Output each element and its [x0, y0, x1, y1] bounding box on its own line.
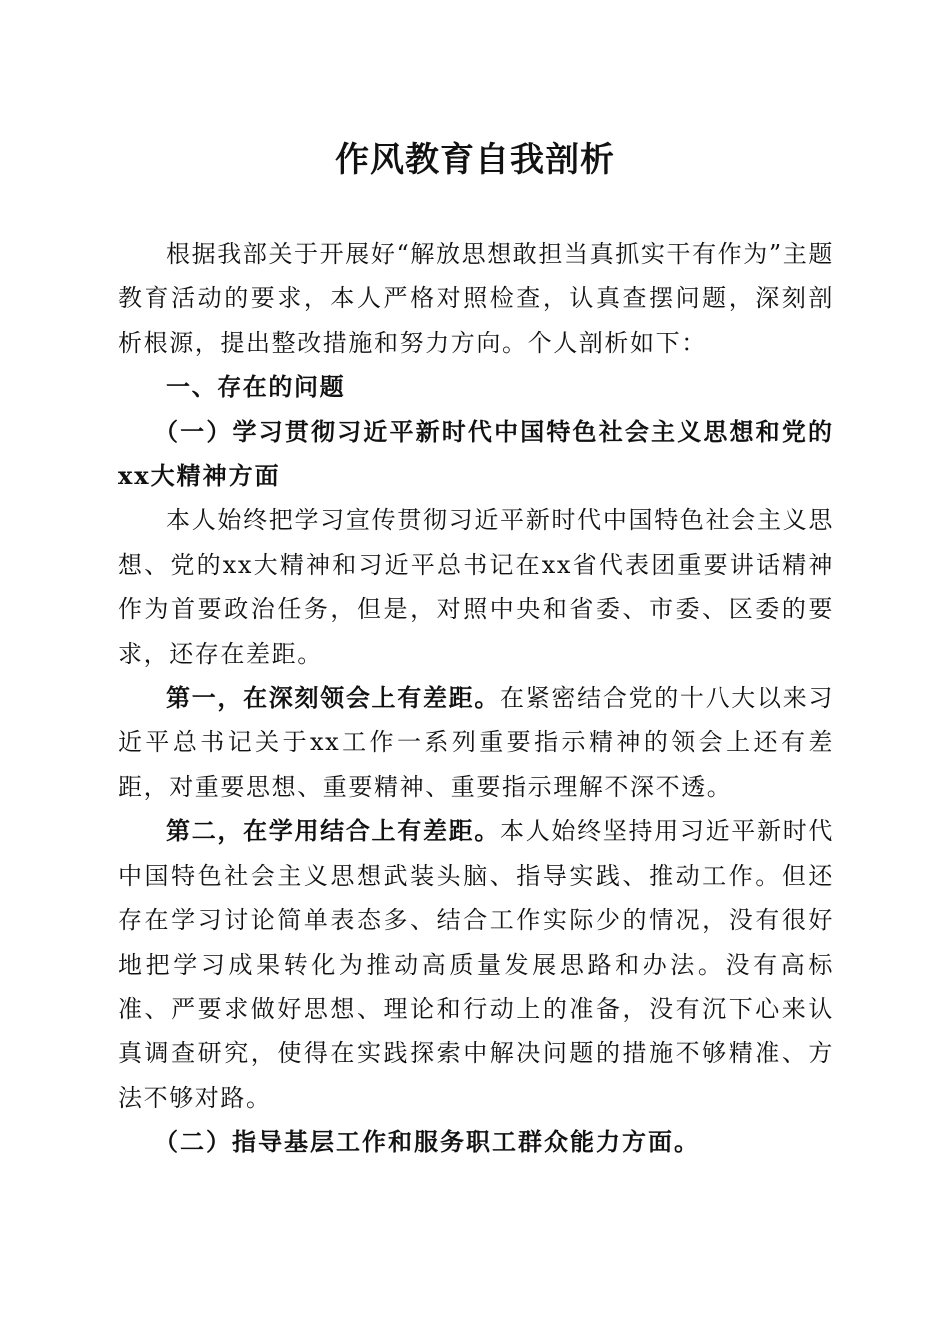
- point-2-lead: 第二，在学用结合上有差距。: [166, 816, 501, 846]
- point-1-text: 在紧密结合党的十八大以来习近平总书记关于xx工作一系列重要指示精神的领会上还有差距，对重要思想、重要精神、重要指示理解不深不透。: [118, 684, 834, 801]
- document-title: 作风教育自我剖析: [335, 140, 615, 180]
- intro-paragraph: 根据我部关于开展好“解放思想敢担当真抓实干有作为”主题教育活动的要求，本人严格对照检查，认真查摆问题，深刻剖析根源，提出整改措施和努力方向。个人剖析如下：: [118, 240, 834, 357]
- point-1-lead: 第一，在深刻领会上有差距。: [166, 683, 501, 713]
- point-1-paragraph: [118, 676, 834, 809]
- point-2-text: 本人始终坚持用习近平新时代中国特色社会主义思想武装头脑、指导实践、推动工作。但还存在学习讨论简单表态多、结合工作实际少的情况，没有很好地把学习成果转化为推动高质量发展思路和办法。没有高标准、严要求做好思想、理论和行动上的准备，没有沉下心来认真调查研究，使得在实践探索中解决问题的措施不够精准、方法不够对路。: [118, 817, 834, 1112]
- point-2-paragraph: [118, 809, 834, 1120]
- document-body: [118, 232, 834, 1165]
- subsection-heading-1: （一）学习贯彻习近平新时代中国特色社会主义思想和党的xx大精神方面: [118, 416, 834, 491]
- subsection-1-paragraph: 本人始终把学习宣传贯彻习近平新时代中国特色社会主义思想、党的xx大精神和习近平总书记在xx省代表团重要讲话精神作为首要政治任务，但是，对照中央和省委、市委、区委的要求，还存在差距。: [118, 506, 834, 668]
- section-heading-problems: 一、存在的问题: [166, 373, 346, 402]
- subsection-heading-2: （二）指导基层工作和服务职工群众能力方面。: [154, 1127, 700, 1157]
